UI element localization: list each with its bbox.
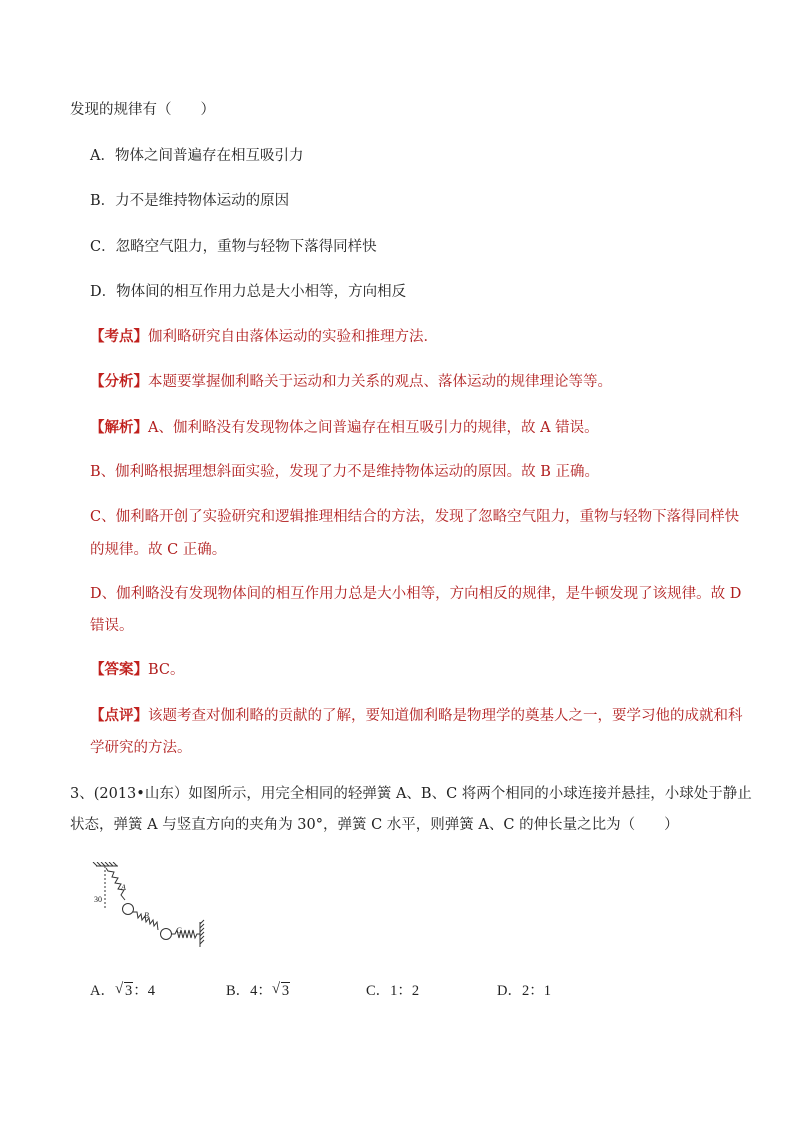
q3-option-d: D．2：1 [497,983,551,999]
option-c: C．忽略空气阻力，重物与轻物下落得同样快 [90,239,377,255]
sqrt-symbol: √ 3 [114,981,133,999]
q3-option-b-radicand: 3 [281,983,290,999]
daan-tag: 【答案】 [90,661,148,678]
option-d: D．物体间的相互作用力总是大小相等，方向相反 [90,284,407,300]
jiexi-text-c2: 的规律。故 C 正确。 [90,542,227,558]
jiexi-text-d2: 错误。 [90,618,134,634]
jiexi-tag: 【解析】 [90,419,148,436]
kaodian-tag: 【考点】 [90,328,148,345]
ball-2 [161,929,172,940]
option-a: A．物体之间普遍存在相互吸引力 [90,148,304,164]
q3-option-c: C．1：2 [366,983,420,999]
jiexi-text-a: A、伽利略没有发现物体之间普遍存在相互吸引力的规律，故 A 错误。 [148,420,599,436]
wall-hatch [200,920,204,944]
dianping-line [90,706,743,726]
option-b: B．力不是维持物体运动的原因 [90,193,290,209]
label-b: B [144,911,149,920]
fenxi-text: 本题要掌握伽利略关于运动和力关系的观点、落体运动的规律理论等等。 [148,374,612,390]
ceiling-hatch [93,862,117,866]
kaodian-line [90,327,438,347]
jiexi-text-d1: D、伽利略没有发现物体间的相互作用力总是大小相等，方向相反的规律，是牛顿发现了该规律。故 D [90,586,742,602]
spring-figure [92,862,222,954]
question-stem-tail: 发现的规律有（ ） [70,102,215,118]
q3-option-b [226,981,290,1001]
dianping-text: 该题考查对伽利略的贡献的了解，要知道伽利略是物理学的奠基人之一，要学习他的成就和科 [148,708,743,724]
label-a: A [121,883,126,892]
daan-line [90,660,185,680]
jiexi-text-b: B、伽利略根据理想斜面实验，发现了力不是维持物体运动的原因。故 B 正确。 [90,464,600,480]
sqrt-symbol: √ 3 [271,981,290,999]
dianping-tag: 【点评】 [90,707,148,724]
kaodian-text: 伽利略研究自由落体运动的实验和推理方法． [148,329,438,345]
q3-option-a-suffix: ：4 [133,983,155,999]
fenxi-line [90,372,612,392]
angle-label: 30 [94,895,102,904]
q3-option-a-radicand: 3 [124,983,133,999]
jiexi-line [90,418,599,438]
label-c: C [176,926,182,935]
q3-option-a-prefix: A． [90,983,115,999]
question3-line2: 状态，弹簧 A 与竖直方向的夹角为 30°，弹簧 C 水平，则弹簧 A、C 的伸长量之比为（ ） [70,817,679,833]
q3-option-a [90,981,155,1001]
daan-text: BC。 [148,662,185,678]
dianping-text-2: 学研究的方法。 [90,740,192,756]
q3-option-b-prefix: B．4： [226,983,272,999]
jiexi-text-c1: C、伽利略开创了实验研究和逻辑推理相结合的方法，发现了忽略空气阻力，重物与轻物下落得同样快 [90,509,740,525]
question3-line1: 3、(2013•山东）如图所示，用完全相同的轻弹簧 A、B、C 将两个相同的小球连接并悬挂，小球处于静止 [70,786,752,802]
ball-1 [123,904,134,915]
fenxi-tag: 【分析】 [90,373,148,390]
